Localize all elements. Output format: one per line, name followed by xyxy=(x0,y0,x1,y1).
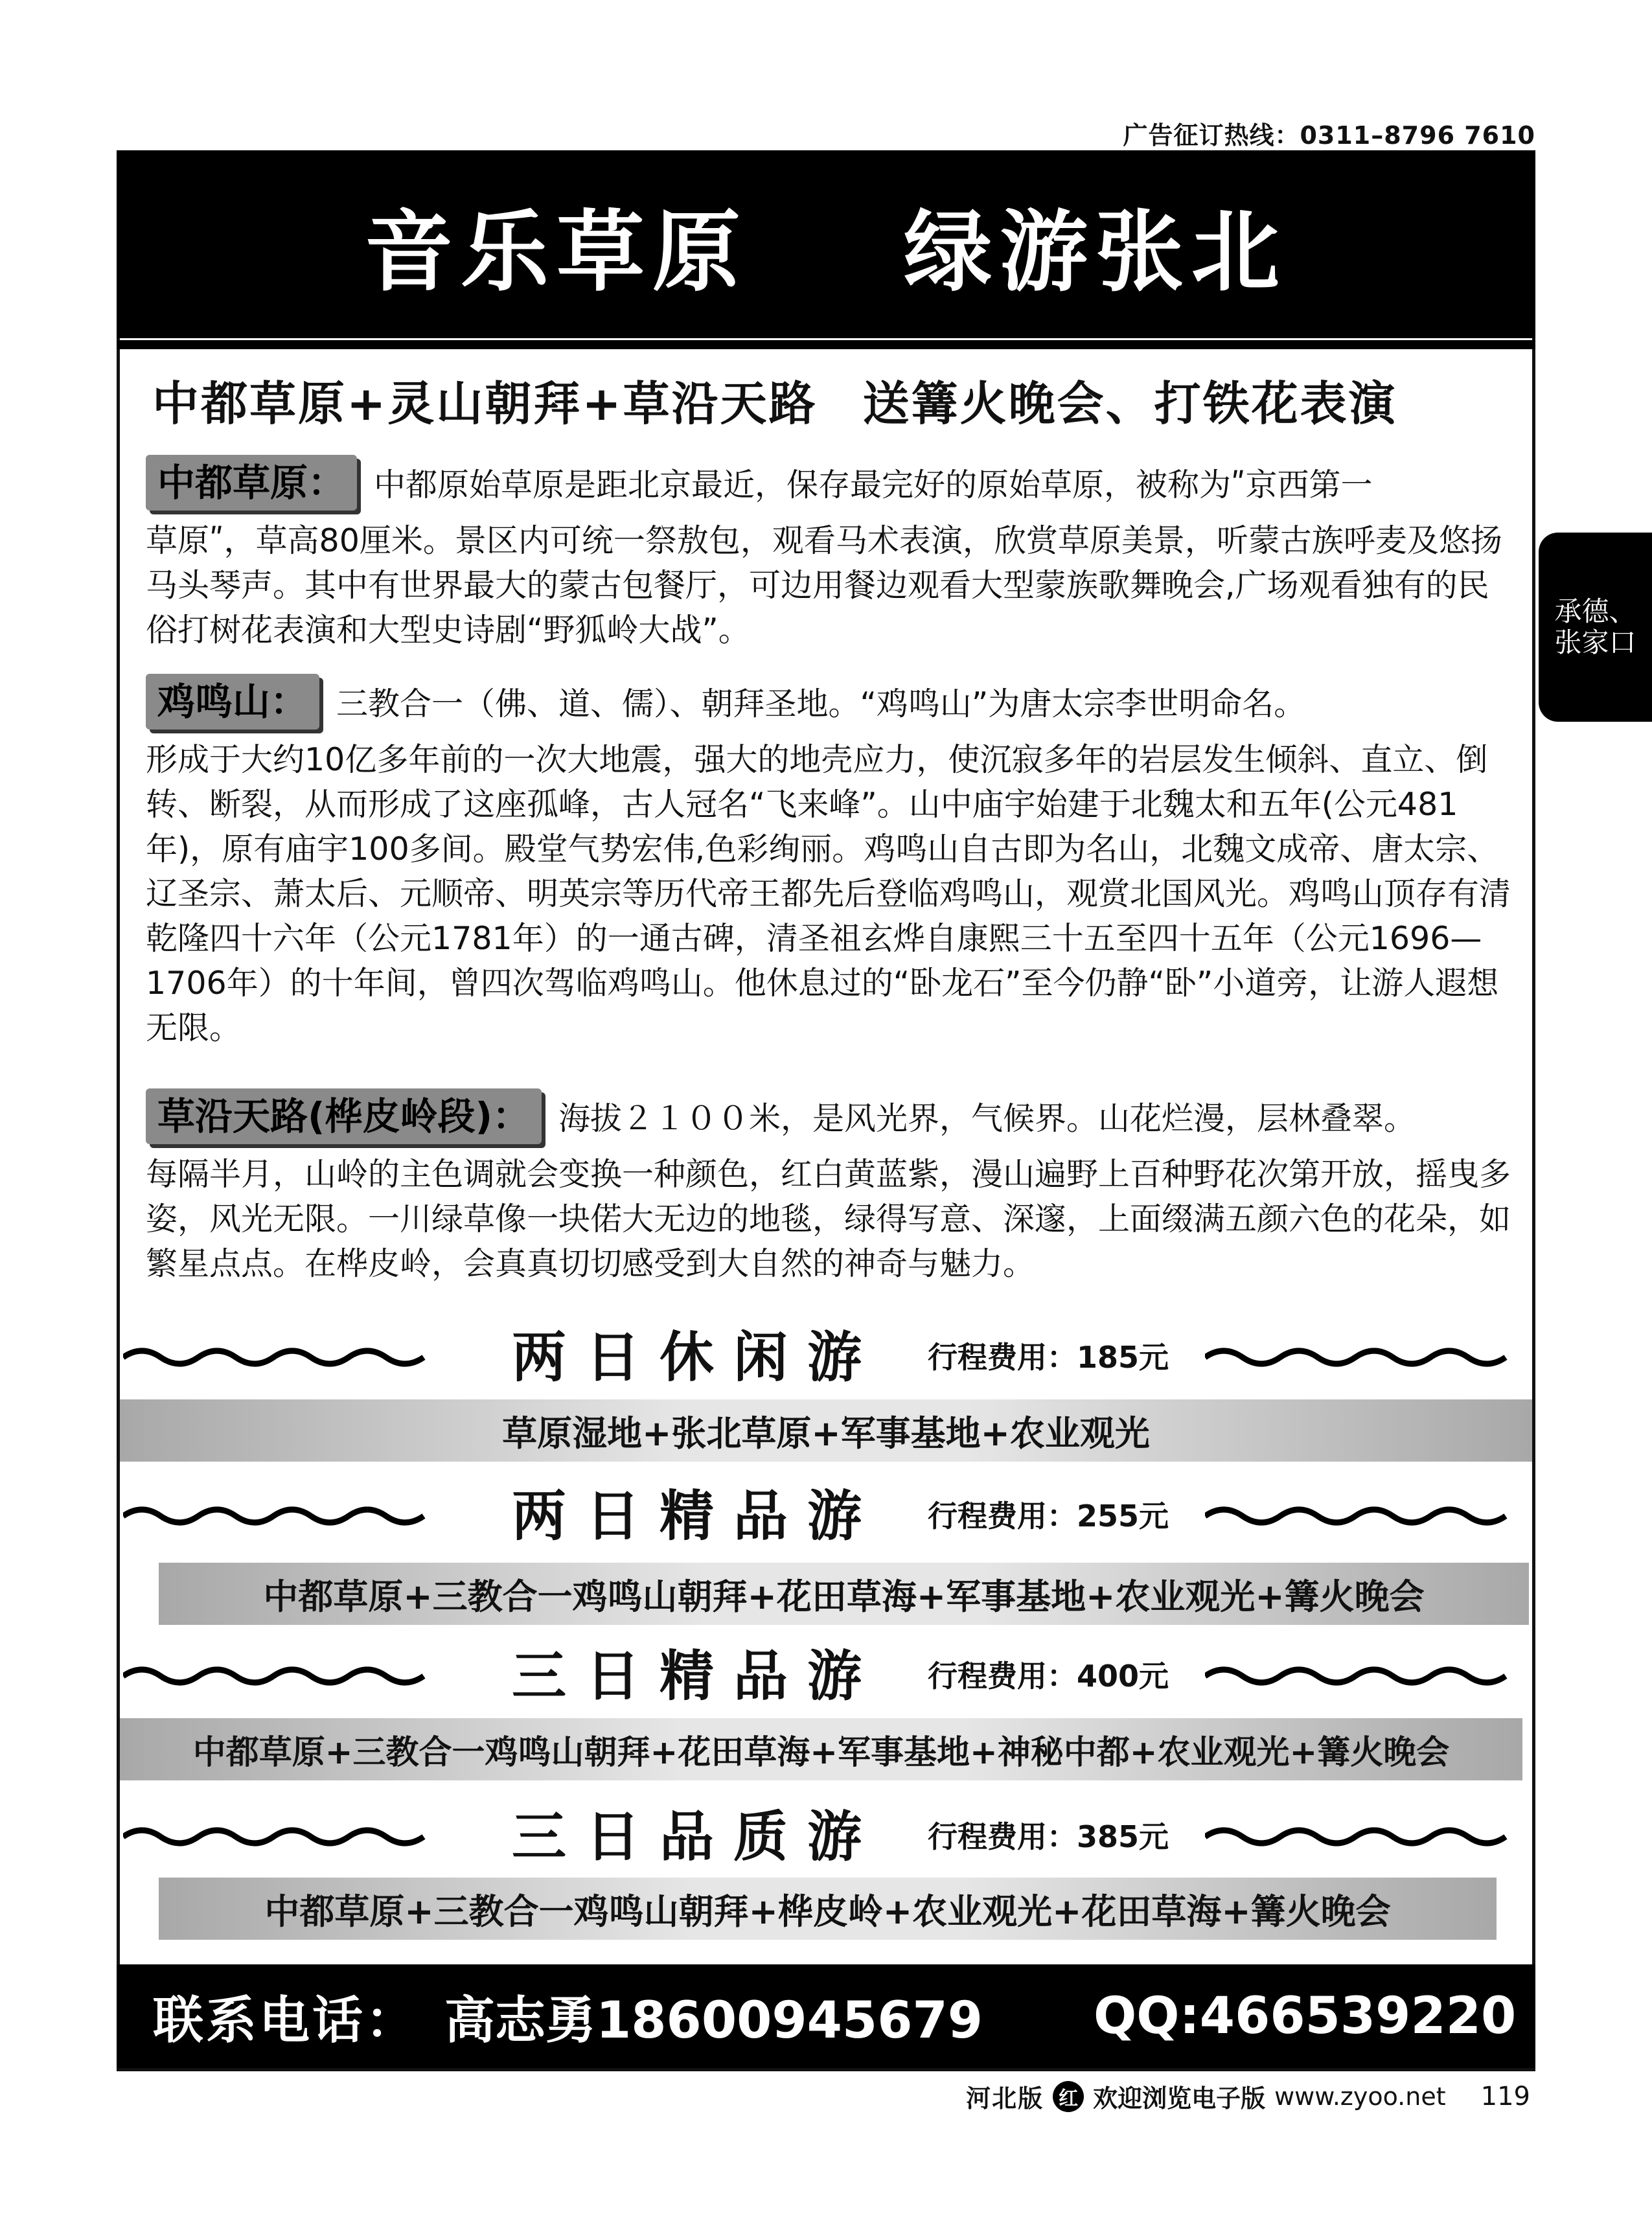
banner-left-title: 音乐草原 xyxy=(365,201,748,304)
section-body: 草原ʺ，草高80厘米。景区内可统一祭敖包，观看马术表演，欣赏草原美景，听蒙古族呼麦及悠扬马头琴声。其中有世界最大的蒙古包餐厅，可边用餐边观看大型蒙族歌舞晚会,广场观看独有的民俗打树花表演和大型史诗剧“野狐岭大战”。 xyxy=(146,522,1502,649)
footer-welcome: 欢迎浏览电子版 xyxy=(1093,2084,1266,2113)
section-first-line: 三教合一（佛、道、儒）、朝拜圣地。“鸡鸣山”为唐太宗李世明命名。 xyxy=(336,685,1306,722)
red-badge-icon: 红 xyxy=(1053,2081,1084,2112)
ad-hotline: 广告征订热线：0311–8796 7610 xyxy=(1123,121,1535,150)
section-body: 每隔半月，山岭的主色调就会变换一种颜色，红白黄蓝紫，漫山遍野上百种野花次第开放，摇曳多姿，风光无限。一川绿草像一块偌大无边的地毯，绿得写意、深邃，上面缀满五颜六色的花朵，如繁星点点。在桦皮岭，会真真切切感受到大自然的神奇与魅力。 xyxy=(146,1156,1511,1282)
wave-decoration-icon xyxy=(123,1335,428,1380)
footer-edition: 河北版 xyxy=(966,2084,1044,2113)
section-tag: 中都草原： xyxy=(146,455,357,511)
subtitle xyxy=(152,366,1513,433)
tour-price: 行程费用：185元 xyxy=(928,1340,1169,1375)
section-tag: 草沿天路(桦皮岭段)： xyxy=(146,1088,542,1144)
tour-title xyxy=(117,1634,1535,1718)
section-zhongdu xyxy=(146,455,1519,652)
tour-price: 行程费用：385元 xyxy=(928,1819,1169,1854)
region-side-tab xyxy=(1539,533,1652,722)
contact-phone: 高志勇18600945679 xyxy=(444,1992,983,2050)
side-tab-line2: 张家口 xyxy=(1554,627,1636,658)
tour-title xyxy=(117,1795,1535,1879)
tour-title xyxy=(117,1474,1535,1558)
section-first-line: 海拔２１００米，是风光界，气候界。山花烂漫，层林叠翠。 xyxy=(558,1100,1416,1137)
page-number: 119 xyxy=(1480,2081,1530,2111)
wave-decoration-icon xyxy=(123,1493,428,1539)
subtitle-route: 中都草原+灵山朝拜+草沿天路 xyxy=(152,376,818,431)
section-body: 形成于大约10亿多年前的一次大地震，强大的地壳应力，使沉寂多年的岩层发生倾斜、直立、倒转、断裂，从而形成了这座孤峰，古人冠名“飞来峰”。山中庙宇始建于北魏太和五年(公元481年)，原有庙宇100多间。殿堂气势宏伟,色彩绚丽。鸡鸣山自古即为名山，北魏文成帝、唐太宗、辽圣宗、萧太后、元顺帝、明英宗等历代帝王都先后登临鸡鸣山，观赏北国风光。鸡鸣山顶存有清乾隆四十六年（公元1781年）的一通古碑，清圣祖玄烨自康熙三十五至四十五年（公元1696—1706年）的十年间，曾四次驾临鸡鸣山。他休息过的“卧龙石”至今仍静“卧”小道旁，让游人遐想无限。 xyxy=(146,741,1511,1046)
tour-route: 草原湿地+张北草原+军事基地+农业观光 xyxy=(120,1399,1532,1462)
tour-name: 三日精品游 xyxy=(512,1644,882,1708)
page-footer xyxy=(966,2078,1530,2114)
tour-title xyxy=(117,1315,1535,1399)
tour-route: 中都草原+三教合一鸡鸣山朝拜+花田草海+军事基地+神秘中都+农业观光+篝火晚会 xyxy=(120,1718,1522,1780)
wave-decoration-icon xyxy=(1205,1814,1509,1859)
contact-bar xyxy=(117,1964,1535,2068)
contact-label: 联系电话： xyxy=(153,1992,419,2050)
section-caoyan-tianlu xyxy=(146,1088,1519,1286)
tour-name: 两日休闲游 xyxy=(512,1326,882,1389)
tour-route: 中都草原+三教合一鸡鸣山朝拜+花田草海+军事基地+农业观光+篝火晚会 xyxy=(159,1563,1529,1625)
tour-name: 两日精品游 xyxy=(512,1484,882,1548)
section-jimingshan xyxy=(146,674,1519,1050)
side-tab-line1: 承德、 xyxy=(1554,595,1636,627)
tour-route: 中都草原+三教合一鸡鸣山朝拜+桦皮岭+农业观光+花田草海+篝火晚会 xyxy=(159,1878,1497,1940)
subtitle-extras: 送篝火晚会、打铁花表演 xyxy=(862,376,1397,431)
wave-decoration-icon xyxy=(1205,1493,1509,1539)
section-tag: 鸡鸣山： xyxy=(146,674,319,730)
section-first-line: 中都原始草原是距北京最近，保存最完好的原始草原，被称为ʺ京西第一 xyxy=(374,466,1373,503)
tour-name: 三日品质游 xyxy=(512,1805,882,1868)
title-banner xyxy=(117,150,1535,338)
tour-price: 行程费用：255元 xyxy=(928,1499,1169,1534)
footer-website-link[interactable]: www.zyoo.net xyxy=(1274,2082,1446,2111)
banner-divider xyxy=(117,340,1535,349)
wave-decoration-icon xyxy=(1205,1335,1509,1380)
tour-price: 行程费用：400元 xyxy=(928,1659,1169,1694)
wave-decoration-icon xyxy=(1205,1653,1509,1699)
contact-qq: QQ:466539220 xyxy=(1094,1987,1517,2045)
wave-decoration-icon xyxy=(123,1653,428,1699)
wave-decoration-icon xyxy=(123,1814,428,1859)
banner-right-title: 绿游张北 xyxy=(904,201,1287,304)
